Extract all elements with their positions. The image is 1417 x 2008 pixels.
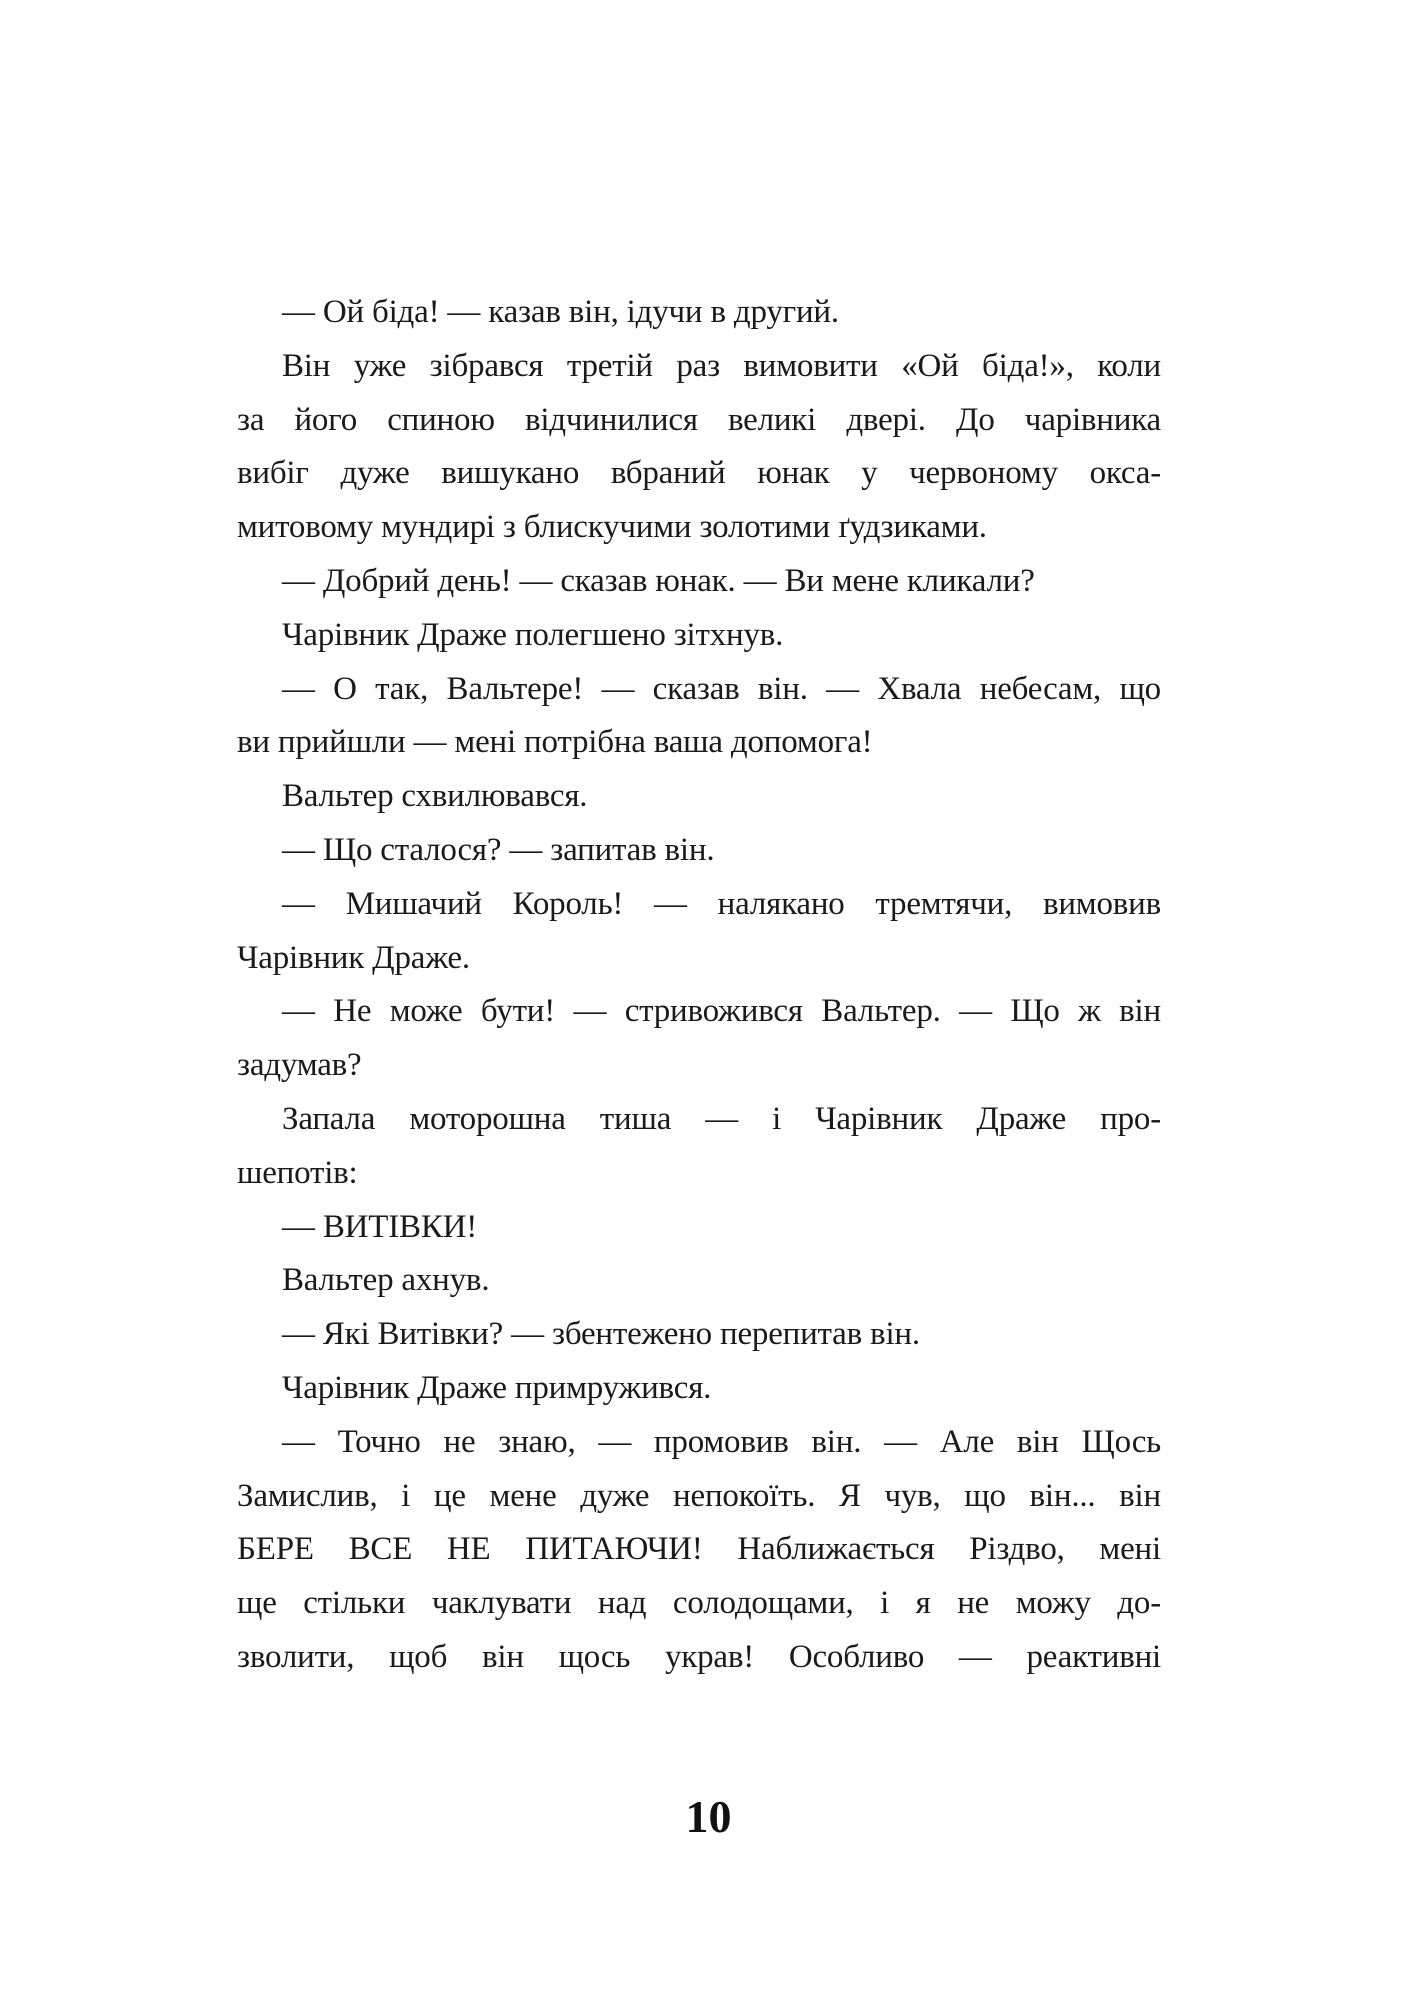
text-line: — Мишачий Король! — налякано тремтячи, вимовив: [282, 885, 1161, 922]
text-line: задумав?: [237, 1047, 362, 1084]
text-line: Чарівник Драже.: [237, 939, 470, 976]
text-line: за його спиною відчинилися великі двері. До чарівника: [237, 401, 1161, 438]
text-line: — Ой біда! — казав він, ідучи в другий.: [282, 294, 839, 330]
text-line: Замислив, і це мене дуже непокоїть. Я чув, що він... він: [237, 1477, 1161, 1514]
text-line: шепотів:: [237, 1154, 358, 1191]
text-line: БЕРЕ ВСЕ НЕ ПИТАЮЧИ! Наближається Різдво, мені: [237, 1531, 1161, 1568]
text-line: вибіг дуже вишукано вбраний юнак у червоному окса-: [237, 455, 1161, 492]
text-line: — Не може бути! — стривожився Вальтер. — Що ж він: [282, 993, 1161, 1030]
body-text: [237, 286, 1161, 1685]
text-line: Він уже зібрався третій раз вимовити «Ой біда!», коли: [282, 347, 1161, 384]
text-line: — ВИТІВКИ!: [282, 1208, 478, 1245]
text-line: — Які Витівки? — збентежено перепитав він.: [282, 1316, 920, 1353]
text-line: зволити, щоб він щось украв! Особливо — реактивні: [237, 1638, 1161, 1675]
text-line: — Точно не знаю, — промовив він. — Але він Щось: [282, 1423, 1161, 1460]
text-line: митовому мундирі з блискучими золотими ґудзиками.: [237, 509, 987, 546]
text-line: Чарівник Драже полегшено зітхнув.: [282, 616, 784, 653]
text-line: ви прийшли — мені потрібна ваша допомога!: [237, 724, 873, 761]
text-line: Вальтер схвилювався.: [282, 778, 588, 815]
text-line: Запала моторошна тиша — і Чарівник Драже про-: [282, 1100, 1161, 1137]
text-line: — Добрий день! — сказав юнак. — Ви мене кликали?: [282, 562, 1035, 599]
text-line: — О так, Вальтере! — сказав він. — Хвала небесам, що: [282, 670, 1161, 707]
text-line: Вальтер ахнув.: [282, 1262, 490, 1299]
page-number: 10: [685, 1791, 732, 1842]
text-line: Чарівник Драже примружився.: [282, 1369, 712, 1406]
text-line: — Що сталося? — запитав він.: [282, 831, 715, 868]
text-line: ще стільки чаклувати над солодощами, і я не можу до-: [237, 1585, 1161, 1622]
